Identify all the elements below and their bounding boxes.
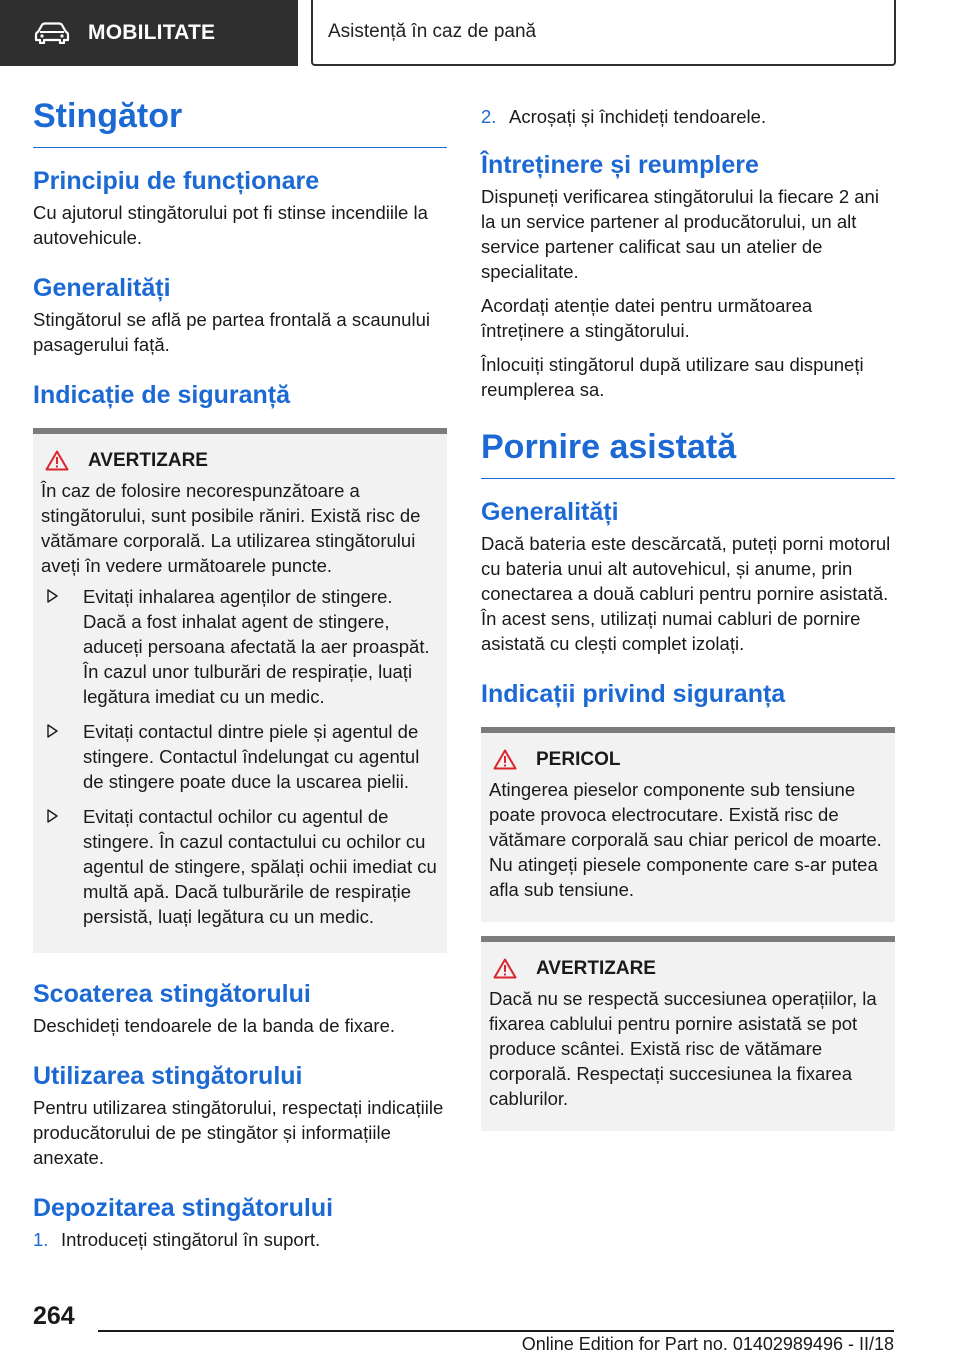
- footer-divider: [98, 1330, 894, 1332]
- step-number: 2.: [481, 106, 497, 127]
- warning-text: În caz de folosire necorespunzătoare a stingătorului, sunt posibile răniri. Există risc de vătămare corporală. La utilizarea stingătorului aveți în vedere următoarele puncte.: [41, 479, 421, 576]
- step-item: [33, 1227, 447, 1261]
- section-title: Pornire asistată: [481, 427, 895, 479]
- danger-header: [489, 749, 887, 771]
- paragraph-scoaterea: Deschideți tendoarele de la banda de fixare.: [33, 1014, 396, 1036]
- warning-header: [41, 450, 439, 472]
- warning-title: AVERTIZARE: [88, 449, 208, 471]
- paragraph-principiu: Cu ajutorul stingătorului pot fi stinse incendiile la autovehicule.: [33, 201, 428, 248]
- bullet-text: Evitați contactul ochilor cu agentul de stingere. În cazul contactului cu ochilor cu agentul de stingere, spălați ochii imediat cu multă apă. Dacă tulburările de respirație persistă, luați legătura cu un medic.: [83, 805, 437, 927]
- list-item: [41, 804, 439, 929]
- page-footer: [0, 1290, 960, 1362]
- warning-bullets: [41, 584, 439, 929]
- bullet-text: Evitați contactul dintre piele și agentul de stingere. Contactul îndelungat cu agentul de stingere poate duce la uscarea pielii.: [83, 720, 420, 792]
- right-column: [481, 96, 895, 1131]
- heading-generalitati: Generalități: [33, 273, 171, 302]
- step-text: Acroșați și închideți tendoarele.: [509, 106, 767, 127]
- paragraph-utilizarea: Pentru utilizarea stingătorului, respectați indicațiile producătorului de pe stingător și informațiile anexate.: [33, 1096, 444, 1168]
- danger-text: Atingerea pieselor componente sub tensiune poate provoca electrocutare. Există risc de vătămare corporală sau chiar pericol de moarte. Nu atingeți piesele componente care s-ar putea afla sub tensiune.: [489, 778, 882, 900]
- heading-intretinere: Întreținere și reumplere: [481, 151, 759, 179]
- page-title: Stingător: [33, 96, 447, 148]
- page-number: 264: [33, 1302, 75, 1330]
- warning-triangle-icon: [493, 749, 517, 770]
- list-item: [41, 584, 439, 709]
- triangle-bullet-icon: [47, 589, 58, 603]
- danger-box: [481, 727, 895, 922]
- paragraph-intretinere-3: Înlocuiți stingătorul după utilizare sau dispuneți reumplerea sa.: [481, 354, 864, 400]
- section-label: Asistență în caz de pană: [328, 21, 537, 42]
- paragraph-generalitati: Stingătorul se află pe partea frontală a scaunului pasagerului față.: [33, 308, 430, 355]
- paragraph-intretinere-1: Dispuneți verificarea stingătorului la fiecare 2 ani la un service partener al producătorului, un alt service partener calificat sau un atelier de specialitate.: [481, 186, 879, 282]
- step-text: Introduceți stingătorul în suport.: [61, 1228, 321, 1250]
- step-number: 1.: [33, 1228, 49, 1250]
- edition-text: Online Edition for Part no. 01402989496 - II/18: [521, 1334, 894, 1354]
- bullet-text: Evitați inhalarea agenților de stingere. Dacă a fost inhalat agent de stingere, aduceți persoana afectată la aer proaspăt. În cazul unor tulburări de respirație, luați legătura imediat cu un medic.: [83, 585, 430, 707]
- triangle-bullet-icon: [47, 809, 58, 823]
- paragraph-intretinere-2: Acordați atenție datei pentru următoarea întreținere a stingătorului.: [481, 295, 813, 341]
- warning-header: [489, 958, 887, 980]
- page-header: [0, 0, 960, 66]
- car-icon: [34, 22, 70, 44]
- left-column: [33, 96, 447, 1261]
- chapter-tab[interactable]: [0, 0, 298, 66]
- chapter-label: MOBILITATE: [88, 21, 216, 44]
- heading-utilizarea: Utilizarea stingătorului: [33, 1061, 303, 1090]
- warning-title: AVERTIZARE: [536, 957, 656, 979]
- warning-triangle-icon: [45, 450, 69, 471]
- warning-box: [481, 936, 895, 1131]
- warning-triangle-icon: [493, 958, 517, 979]
- danger-title: PERICOL: [536, 748, 621, 770]
- heading-scoaterea: Scoaterea stingătorului: [33, 979, 311, 1008]
- heading-depozitarea: Depozitarea stingătorului: [33, 1193, 334, 1222]
- paragraph-generalitati-pornire: Dacă bateria este descărcată, puteți porni motorul cu bateria unui alt autovehicul, și anume, prin conectarea a două cabluri pentru pornire asistată. În acest sens, utilizați numai cabluri de pornire asistată cu clești complet izolați.: [481, 532, 891, 654]
- triangle-bullet-icon: [47, 724, 58, 738]
- warning-text: Dacă nu se respectă succesiunea operațiilor, la fixarea cablului pentru pornire asistată se pot produce scântei. Există risc de vătămare corporală. Respectați succesiunea la fixarea cablurilor.: [489, 987, 877, 1109]
- list-item: [41, 719, 439, 794]
- heading-generalitati-pornire: Generalități: [481, 497, 619, 526]
- section-tab[interactable]: [311, 0, 896, 66]
- heading-principiu: Principiu de funcționare: [33, 166, 320, 195]
- heading-indicatie-siguranta: Indicație de siguranță: [33, 380, 291, 409]
- warning-box: [33, 428, 447, 953]
- heading-indicatii-siguranta: Indicații privind siguranța: [481, 679, 786, 708]
- step-item: [481, 104, 895, 138]
